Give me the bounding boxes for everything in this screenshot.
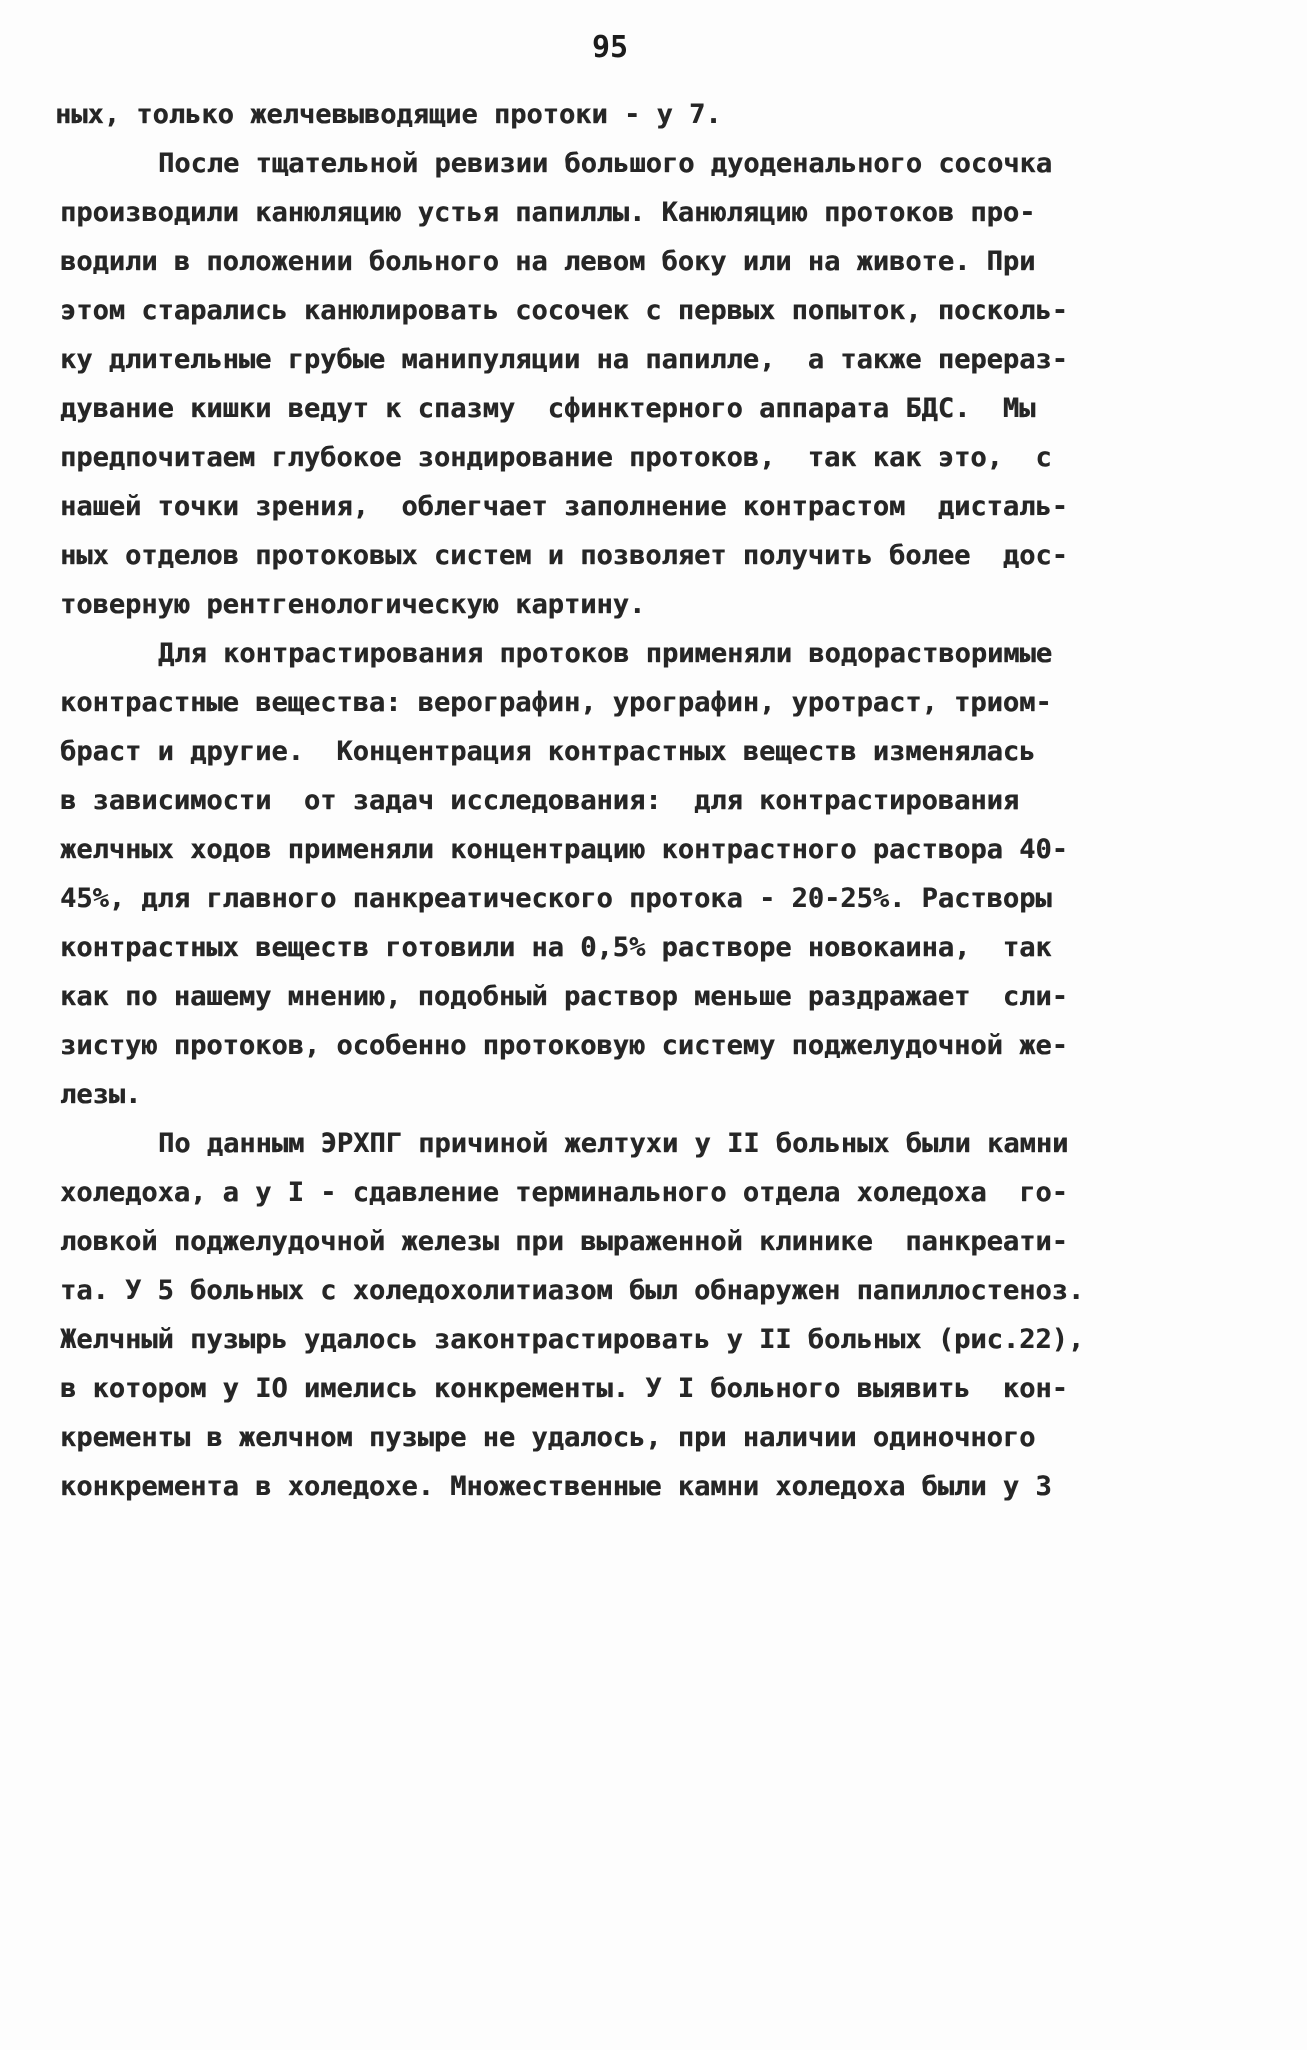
text-line: браст и другие. Концентрация контрастных веществ изменялась	[60, 736, 1036, 767]
text-line: кременты в желчном пузыре не удалось, при наличии одиночного	[60, 1422, 1036, 1453]
text-line: в котором у IO имелись конкременты. У I больного выявить кон-	[60, 1373, 1068, 1404]
text-line: контрастных веществ готовили на 0,5% растворе новокаина, так	[60, 932, 1052, 963]
text-line: контрастные вещества: верографин, урографин, уротраст, триом-	[60, 687, 1052, 718]
text-line: дувание кишки ведут к спазму сфинктерного аппарата БДС. Мы	[60, 393, 1036, 424]
text-line: По данным ЭРХПГ причиной желтухи у II больных были камни	[158, 1128, 1069, 1159]
text-line: ку длительные грубые манипуляции на папилле, а также перераз-	[60, 344, 1068, 375]
text-line: холедоха, а у I - сдавление терминального отдела холедоха го-	[60, 1177, 1068, 1208]
text-line: предпочитаем глубокое зондирование протоков, так как это, с	[60, 442, 1052, 473]
text-line: как по нашему мнению, подобный раствор меньше раздражает сли-	[60, 981, 1068, 1012]
text-line: ных, только желчевыводящие протоки - у 7.	[55, 99, 722, 130]
text-line: водили в положении больного на левом боку или на животе. При	[60, 246, 1036, 277]
text-line: та. У 5 больных с холедохолитиазом был обнаружен папиллостеноз.	[60, 1275, 1085, 1306]
text-line: ных отделов протоковых систем и позволяет получить более дос-	[60, 540, 1068, 571]
text-line: этом старались канюлировать сосочек с первых попыток, посколь-	[60, 295, 1068, 326]
text-line: конкремента в холедохе. Множественные камни холедоха были у 3	[60, 1471, 1052, 1502]
text-line: зистую протоков, особенно протоковую систему поджелудочной же-	[60, 1030, 1068, 1061]
text-line: лезы.	[60, 1079, 142, 1110]
text-line: товерную рентгенологическую картину.	[60, 589, 646, 620]
text-line: После тщательной ревизии большого дуоденального сосочка	[158, 148, 1053, 179]
text-line: Желчный пузырь удалось законтрастировать у II больных (рис.22),	[60, 1324, 1085, 1355]
page-number: 95	[591, 30, 629, 65]
text-line: производили канюляцию устья папиллы. Канюляцию протоков про-	[60, 197, 1036, 228]
text-line: 45%, для главного панкреатического протока - 20-25%. Растворы	[60, 883, 1052, 914]
text-line: в зависимости от задач исследования: для контрастирования	[60, 785, 1020, 816]
text-line: Для контрастирования протоков применяли водорастворимые	[158, 638, 1053, 669]
text-line: ловкой поджелудочной железы при выраженной клинике панкреати-	[60, 1226, 1068, 1257]
text-line: нашей точки зрения, облегчает заполнение контрастом дисталь-	[60, 491, 1068, 522]
text-line: желчных ходов применяли концентрацию контрастного раствора 40-	[60, 834, 1068, 865]
